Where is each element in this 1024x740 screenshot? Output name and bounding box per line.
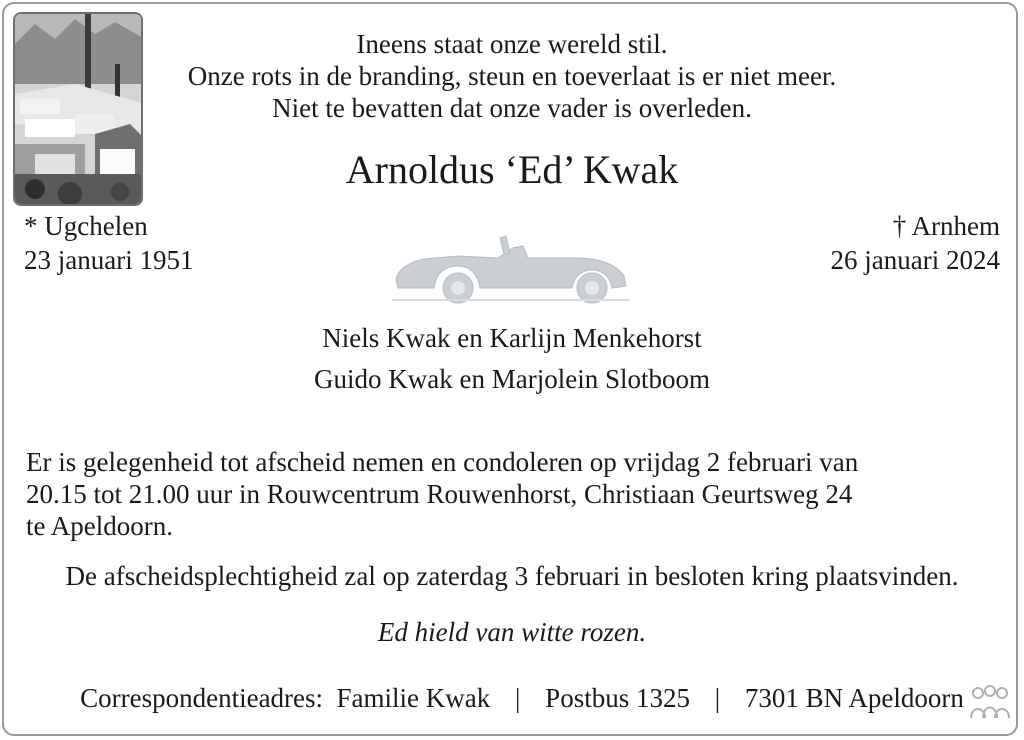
correspondence-postbus: Postbus 1325 <box>545 683 690 713</box>
vintage-car-illustration <box>388 228 633 312</box>
separator: | <box>515 683 521 713</box>
condolence-line-3: te Apeldoorn. <box>26 511 173 541</box>
correspondence-family: Familie Kwak <box>336 683 491 713</box>
correspondence-city: 7301 BN Apeldoorn <box>744 683 964 713</box>
family-line-1: Niels Kwak en Karlijn Menkehorst <box>322 323 702 353</box>
ceremony-text: De afscheidsplechtigheid zal op zaterdag 3 februari in besloten kring plaatsvinden. <box>65 561 959 591</box>
deceased-name: Arnoldus ‘Ed’ Kwak <box>345 147 679 192</box>
family-line-2: Guido Kwak en Marjolein Slotboom <box>314 364 710 394</box>
correspondence-address <box>10 683 1024 714</box>
quote-text: Ed hield van witte rozen. <box>377 617 647 647</box>
intro-line-2: Onze rots in de branding, steun en toeverlaat is er niet meer. <box>187 61 837 91</box>
separator: | <box>714 683 721 713</box>
birth-info <box>24 209 193 277</box>
intro-line-1: Ineens staat onze wereld stil. <box>356 29 668 59</box>
death-date: 26 januari 2024 <box>830 245 1000 275</box>
people-logo-icon <box>968 684 1012 728</box>
death-place: † Arnhem <box>892 211 1000 241</box>
condolence-line-1: Er is gelegenheid tot afscheid nemen en condoleren op vrijdag 2 februari van <box>26 447 859 477</box>
birth-date: 23 januari 1951 <box>24 245 194 275</box>
intro-line-3: Niet te bevatten dat onze vader is overleden. <box>272 93 752 123</box>
birth-place: * Ugchelen <box>24 211 148 241</box>
correspondence-label: Correspondentieadres: <box>80 683 324 713</box>
condolence-line-2: 20.15 tot 21.00 uur in Rouwcentrum Rouwenhorst, Christiaan Geurtsweg 24 <box>26 479 853 509</box>
death-info <box>831 209 1000 277</box>
